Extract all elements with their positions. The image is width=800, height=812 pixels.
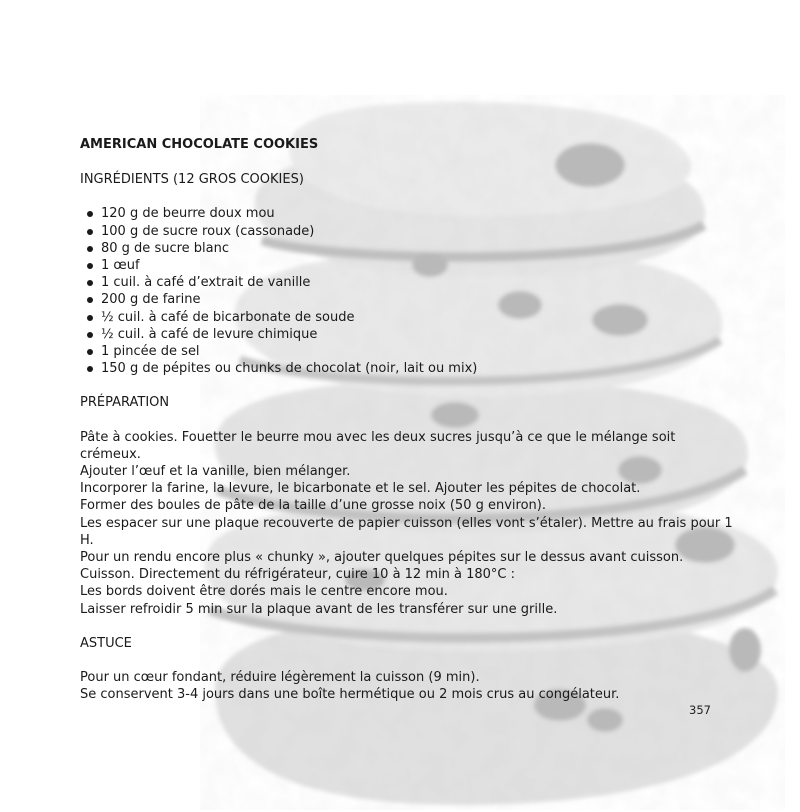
preparation-line: Laisser refroidir 5 min sur la plaque avant de les transférer sur une grille. <box>80 601 558 617</box>
preparation-heading: PRÉPARATION <box>80 395 170 411</box>
ingredients-list <box>80 205 740 377</box>
list-item: 200 g de farine <box>80 291 740 308</box>
tip-line: Pour un cœur fondant, réduire légèrement la cuisson (9 min). <box>80 670 480 686</box>
tip-line: Se conservent 3-4 jours dans une boîte hermétique ou 2 mois crus au congélateur. <box>80 687 620 703</box>
ingredients-heading: INGRÉDIENTS (12 GROS COOKIES) <box>80 172 304 188</box>
list-item: 120 g de beurre doux mou <box>80 205 740 222</box>
preparation-line: Les espacer sur une plaque recouverte de papier cuisson (elles vont s’étaler). Mettre au frais pour 1 H. <box>80 515 733 548</box>
preparation-steps <box>80 429 740 618</box>
preparation-line: Pour un rendu encore plus « chunky », ajouter quelques pépites sur le dessus avant cuisson. <box>80 550 684 566</box>
tip-heading: ASTUCE <box>80 635 132 651</box>
list-item: 1 pincée de sel <box>80 343 740 360</box>
recipe-title: AMERICAN CHOCOLATE COOKIES <box>80 137 319 152</box>
preparation-line: Les bords doivent être dorés mais le centre encore mou. <box>80 584 448 600</box>
list-item: ½ cuil. à café de bicarbonate de soude <box>80 309 740 326</box>
preparation-line: Ajouter l’œuf et la vanille, bien mélanger. <box>80 464 351 480</box>
list-item: 1 œuf <box>80 257 740 274</box>
preparation-line: Incorporer la farine, la levure, le bicarbonate et le sel. Ajouter les pépites de chocolat. <box>80 481 641 497</box>
recipe-content <box>80 136 740 703</box>
preparation-line: Cuisson. Directement du réfrigérateur, cuire 10 à 12 min à 180°C : <box>80 567 515 583</box>
list-item: 1 cuil. à café d’extrait de vanille <box>80 274 740 291</box>
page-number: 357 <box>689 703 711 717</box>
list-item: 100 g de sucre roux (cassonade) <box>80 223 740 240</box>
preparation-line: Pâte à cookies. Fouetter le beurre mou avec les deux sucres jusqu’à ce que le mélange soit crémeux. <box>80 429 676 462</box>
list-item: ½ cuil. à café de levure chimique <box>80 326 740 343</box>
tips <box>80 669 740 703</box>
list-item: 80 g de sucre blanc <box>80 240 740 257</box>
preparation-line: Former des boules de pâte de la taille d’une grosse noix (50 g environ). <box>80 498 546 514</box>
list-item: 150 g de pépites ou chunks de chocolat (noir, lait ou mix) <box>80 360 740 377</box>
